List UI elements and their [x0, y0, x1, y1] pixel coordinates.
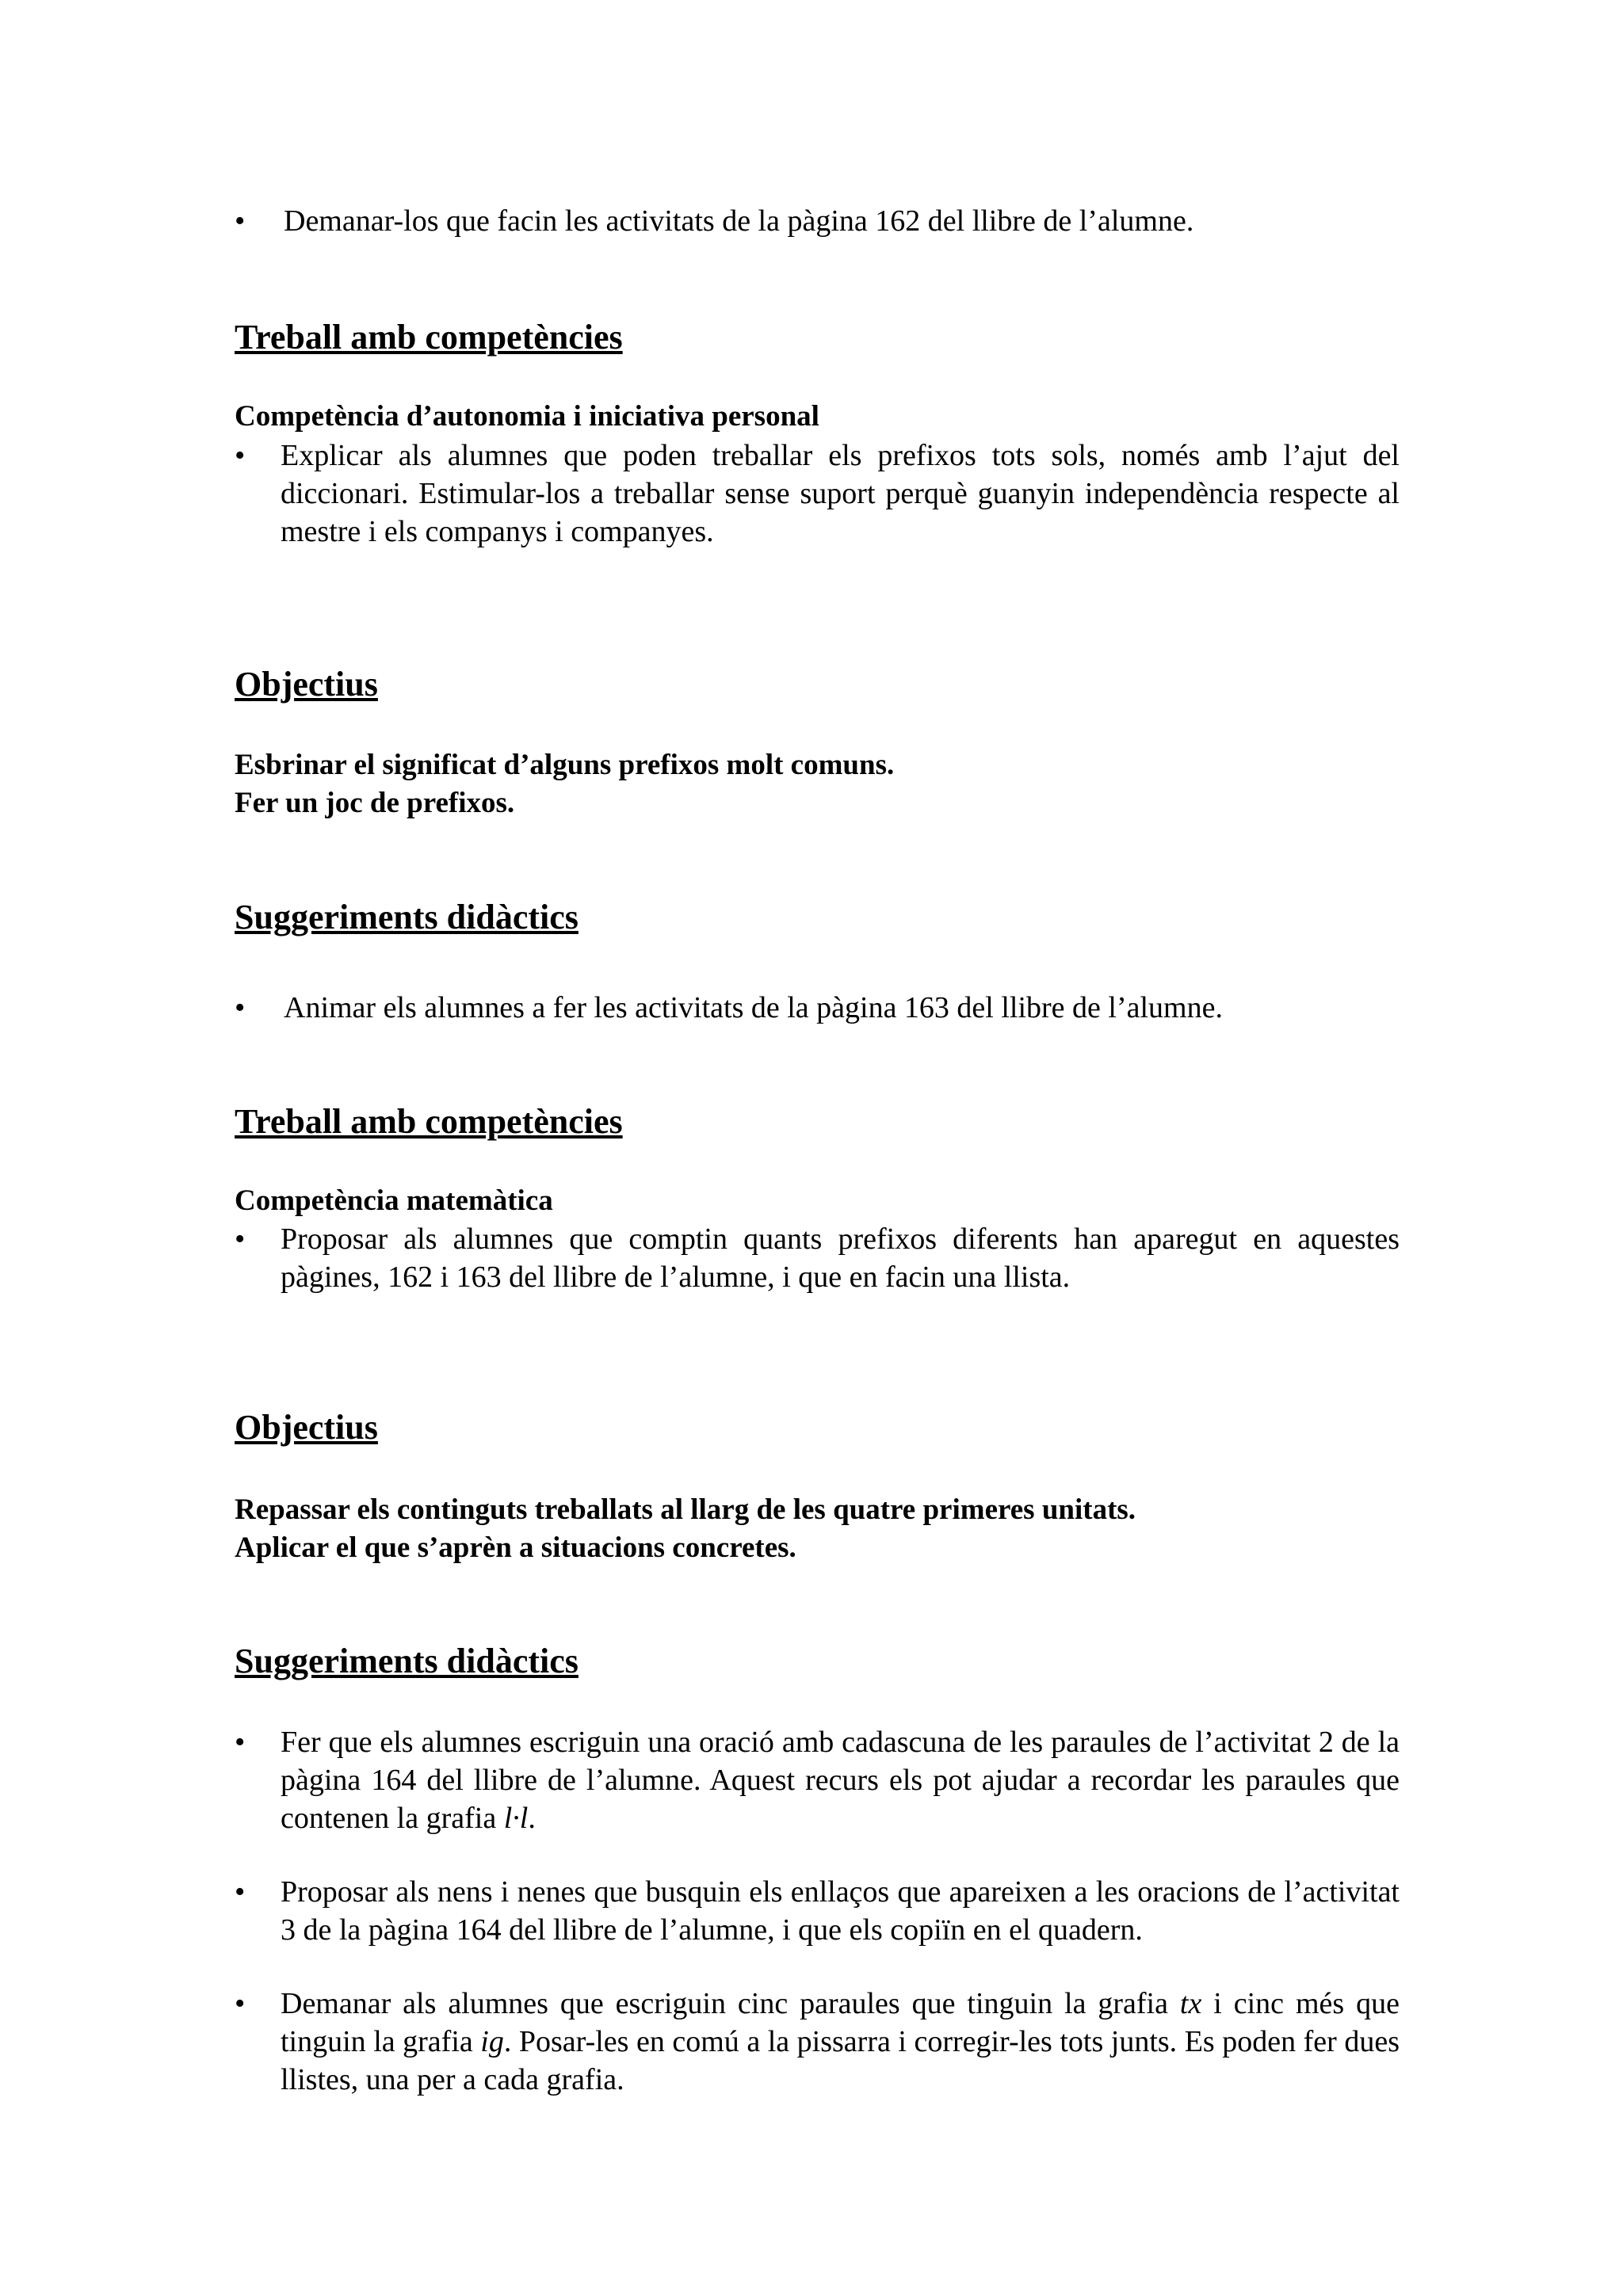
- bullet-marker: •: [235, 1875, 246, 1909]
- section-subheading: Competència matemàtica: [235, 1184, 553, 1217]
- section-heading: Objectius: [235, 1408, 378, 1447]
- bullet-marker: •: [235, 204, 246, 238]
- emphasis-text: l·l: [503, 1802, 529, 1835]
- bullet-text: Explicar als alumnes que poden treballar els prefixos tots sols, només amb l’ajut del diccionari. Estimular-los a treballar sense suport perquè guanyin independència respecte al mestre i els companys i companyes.: [281, 439, 1400, 548]
- bullet-marker: •: [235, 991, 246, 1024]
- emphasis-text: ig: [480, 2025, 504, 2058]
- bullet-text: Proposar als nens i nenes que busquin els enllaços que apareixen a les oracions de l’activitat 3 de la pàgina 164 del llibre de l’alumne, i que els copiïn en el quadern.: [281, 1875, 1400, 1947]
- section-heading: Objectius: [235, 665, 378, 704]
- section-heading: Treball amb competències: [235, 318, 623, 357]
- objective-line: Aplicar el que s’aprèn a situacions concretes.: [235, 1531, 796, 1564]
- bullet-text: Demanar-los que facin les activitats de la pàgina 162 del llibre de l’alumne.: [284, 204, 1194, 238]
- bullet-text: Proposar als alumnes que comptin quants prefixos diferents han aparegut en aquestes pàgines, 162 i 163 del llibre de l’alumne, i que en facin una llista.: [281, 1222, 1400, 1294]
- section-subheading: Competència d’autonomia i iniciativa personal: [235, 400, 819, 433]
- bullet-marker: •: [235, 1726, 246, 1759]
- objective-line: Fer un joc de prefixos.: [235, 787, 515, 819]
- bullet-text: Fer que els alumnes escriguin una oració amb cadascuna de les paraules de l’activitat 2 de la pàgina 164 del llibre de l’alumne. Aquest recurs els pot ajudar a recordar les paraules que contenen la grafia l·l.: [281, 1726, 1400, 1835]
- bullet-text: Demanar als alumnes que escriguin cinc paraules que tinguin la grafia tx i cinc més que tinguin la grafia ig. Posar-les en comú a la pissarra i corregir-les tots junts. Es poden fer dues llistes, una per a cada grafia.: [281, 1987, 1400, 2096]
- objective-line: Repassar els continguts treballats al llarg de les quatre primeres unitats.: [235, 1493, 1136, 1526]
- bullet-marker: •: [235, 439, 246, 472]
- section-heading: Treball amb competències: [235, 1102, 623, 1141]
- bullet-marker: •: [235, 1987, 246, 2020]
- section-heading: Suggeriments didàctics: [235, 898, 579, 936]
- objective-line: Esbrinar el significat d’alguns prefixos molt comuns.: [235, 749, 895, 781]
- bullet-text: Animar els alumnes a fer les activitats de la pàgina 163 del llibre de l’alumne.: [284, 991, 1223, 1024]
- section-heading: Suggeriments didàctics: [235, 1642, 579, 1680]
- emphasis-text: tx: [1179, 1987, 1202, 2020]
- bullet-marker: •: [235, 1222, 246, 1256]
